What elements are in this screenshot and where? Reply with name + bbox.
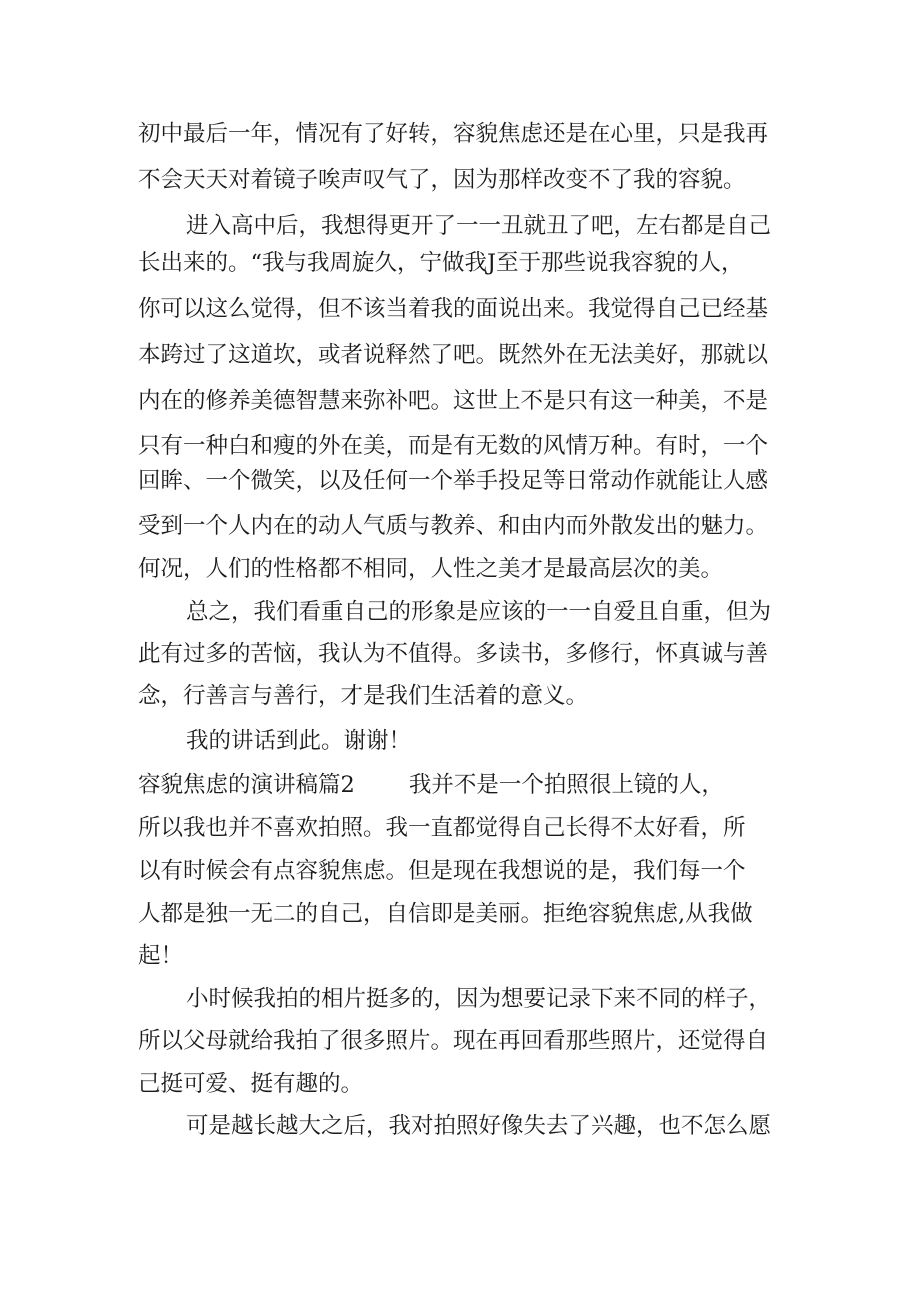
section-heading-line	[138, 770, 724, 800]
text-line: 所以父母就给我拍了很多照片。现在再回看那些照片，还觉得自	[138, 1028, 769, 1054]
text-line: 此有过多的苦恼，我认为不值得。多读书，多修行，怀真诚与善	[138, 641, 769, 667]
text-line: 回眸、一个微笑，以及任何一个举手投足等日常动作就能让人感	[138, 468, 769, 494]
paragraph-start-line: 小时候我拍的相片挺多的，因为想要记录下来不同的样子，	[186, 986, 772, 1012]
text-line: 你可以这么觉得，但不该当着我的面说出来。我觉得自己已经基	[138, 296, 769, 322]
paragraph-start-line: 可是越长越大之后，我对拍照好像失去了兴趣，也不怎么愿	[186, 1113, 772, 1139]
text-line: 内在的修养美德智慧来弥补吧。这世上不是只有这一种美，不是	[138, 388, 769, 414]
text-line: 念，行善言与善行，才是我们生活着的意义。	[138, 683, 589, 709]
paragraph-start-line: 总之，我们看重自己的形象是应该的一一自爱且自重，但为	[186, 599, 772, 625]
text-line: 所以我也并不喜欢拍照。我一直都觉得自己长得不太好看，所	[138, 815, 746, 841]
text-line: 人都是独一无二的自己，自信即是美丽。拒绝容貌焦虑,从我做	[138, 901, 753, 927]
text-line: 长出来的。“我与我周旋久，宁做我J至于那些说我容貌的人，	[138, 250, 744, 276]
text-line: 初中最后一年，情况有了好转，容貌焦虑还是在心里，只是我再	[138, 121, 769, 147]
text-line: 只有一种白和瘦的外在美，而是有无数的风情万种。有时，一个	[138, 433, 769, 459]
text-line: 起！	[138, 943, 184, 969]
text-line: 以有时候会有点容貌焦虑。但是现在我想说的是，我们每一个	[138, 858, 746, 884]
section-heading: 容貌焦虑的演讲稿篇2	[138, 772, 355, 798]
text-line: 受到一个人内在的动人气质与教养、和由内而外散发出的魅力。	[138, 513, 769, 539]
text-line: 本跨过了这道坎，或者说释然了吧。既然外在无法美好，那就以	[138, 342, 769, 368]
text-line: 不会天天对着镜子唉声叹气了，因为那样改变不了我的容貌。	[138, 167, 746, 193]
closing-line: 我的讲话到此。谢谢！	[186, 728, 412, 754]
text-line: 我并不是一个拍照很上镜的人，	[408, 772, 724, 798]
paragraph-start-line: 进入高中后，我想得更开了一一丑就丑了吧，左右都是自己	[186, 213, 772, 239]
text-line: 己挺可爱、挺有趣的。	[138, 1071, 364, 1097]
text-line: 何况，人们的性格都不相同，人性之美才是最高层次的美。	[138, 556, 724, 582]
